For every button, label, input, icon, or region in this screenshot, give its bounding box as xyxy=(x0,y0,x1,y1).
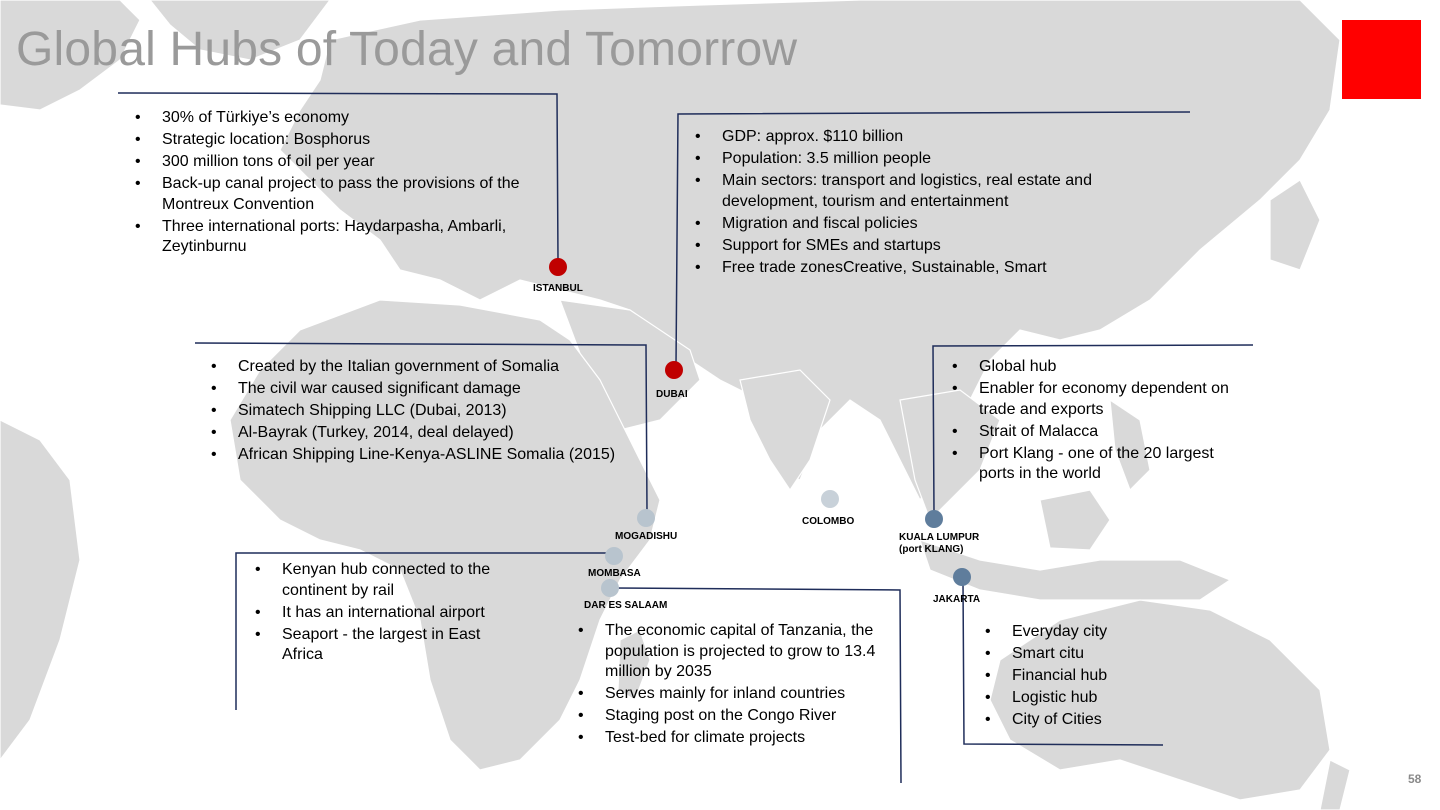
list-item: • 300 million tons of oil per year xyxy=(135,152,545,173)
page-number: 58 xyxy=(1408,772,1422,786)
list-item: • Logistic hub xyxy=(985,688,1155,709)
istanbul-bullets xyxy=(135,108,545,259)
istanbul-label: ISTANBUL xyxy=(533,283,583,294)
kuala-lumpur-label xyxy=(899,532,979,556)
borneo-landmass xyxy=(1040,490,1110,550)
list-item: • Seaport - the largest in East Africa xyxy=(255,625,515,666)
list-item: • Everyday city xyxy=(985,622,1155,643)
red-accent-square xyxy=(1342,20,1421,99)
list-item: • Port Klang - one of the 20 largest ports in the world xyxy=(952,444,1252,485)
japan-landmass xyxy=(1270,180,1320,270)
jakarta-bullets xyxy=(985,622,1155,732)
list-item: • 30% of Türkiye’s economy xyxy=(135,108,545,129)
page-title: Global Hubs of Today and Tomorrow xyxy=(16,23,798,76)
mogadishu-bullets xyxy=(211,357,631,467)
list-item: • Serves mainly for inland countries xyxy=(578,684,896,705)
sri-lanka-landmass xyxy=(821,491,835,505)
list-item: • Global hub xyxy=(952,357,1252,378)
list-item: • Migration and fiscal policies xyxy=(695,214,1135,235)
list-item: • Staging post on the Congo River xyxy=(578,706,896,727)
list-item: • It has an international airport xyxy=(255,603,515,624)
list-item: • The civil war caused significant damage xyxy=(211,379,631,400)
dubai-bullets xyxy=(695,127,1135,280)
new-zealand-landmass xyxy=(1320,760,1350,810)
dubai-label: DUBAI xyxy=(656,389,688,400)
list-item: • Financial hub xyxy=(985,666,1155,687)
list-item: • Free trade zonesCreative, Sustainable, Smart xyxy=(695,258,1135,279)
list-item: • Population: 3.5 million people xyxy=(695,149,1135,170)
dar-es-salaam-bullets xyxy=(578,621,896,750)
kuala-lumpur-label-line2: (port KLANG) xyxy=(899,544,964,555)
mombasa-bullets xyxy=(255,560,515,667)
list-item: • Enabler for economy dependent on trade and exports xyxy=(952,379,1252,420)
list-item: • The economic capital of Tanzania, the population is projected to grow to 13.4 million by 2035 xyxy=(578,621,896,683)
list-item: • Test-bed for climate projects xyxy=(578,728,896,749)
mombasa-label: MOMBASA xyxy=(588,568,641,579)
list-item: • Kenyan hub connected to the continent by rail xyxy=(255,560,515,601)
jakarta-label: JAKARTA xyxy=(933,594,981,605)
list-item: • Smart citu xyxy=(985,644,1155,665)
list-item: • GDP: approx. $110 billion xyxy=(695,127,1135,148)
india-landmass xyxy=(740,370,830,490)
list-item: • Strait of Malacca xyxy=(952,422,1252,443)
south-america-landmass xyxy=(0,420,80,760)
kuala-lumpur-label-line1: KUALA LUMPUR xyxy=(899,532,980,543)
list-item: • Created by the Italian government of Somalia xyxy=(211,357,631,378)
list-item: • African Shipping Line-Kenya-ASLINE Somalia (2015) xyxy=(211,445,631,466)
list-item: • Back-up canal project to pass the provisions of the Montreux Convention xyxy=(135,174,545,215)
list-item: • City of Cities xyxy=(985,710,1155,731)
list-item: • Strategic location: Bosphorus xyxy=(135,130,545,151)
colombo-label: COLOMBO xyxy=(802,516,855,527)
dar-es-salaam-label: DAR ES SALAAM xyxy=(584,600,668,611)
list-item: • Support for SMEs and startups xyxy=(695,236,1135,257)
list-item: • Main sectors: transport and logistics, real estate and development, tourism and entertainment xyxy=(695,171,1135,212)
list-item: • Simatech Shipping LLC (Dubai, 2013) xyxy=(211,401,631,422)
kuala-lumpur-bullets xyxy=(952,357,1252,486)
list-item: • Al-Bayrak (Turkey, 2014, deal delayed) xyxy=(211,423,631,444)
list-item: • Three international ports: Haydarpasha, Ambarli, Zeytinburnu xyxy=(135,217,545,258)
mogadishu-label: MOGADISHU xyxy=(615,531,678,542)
